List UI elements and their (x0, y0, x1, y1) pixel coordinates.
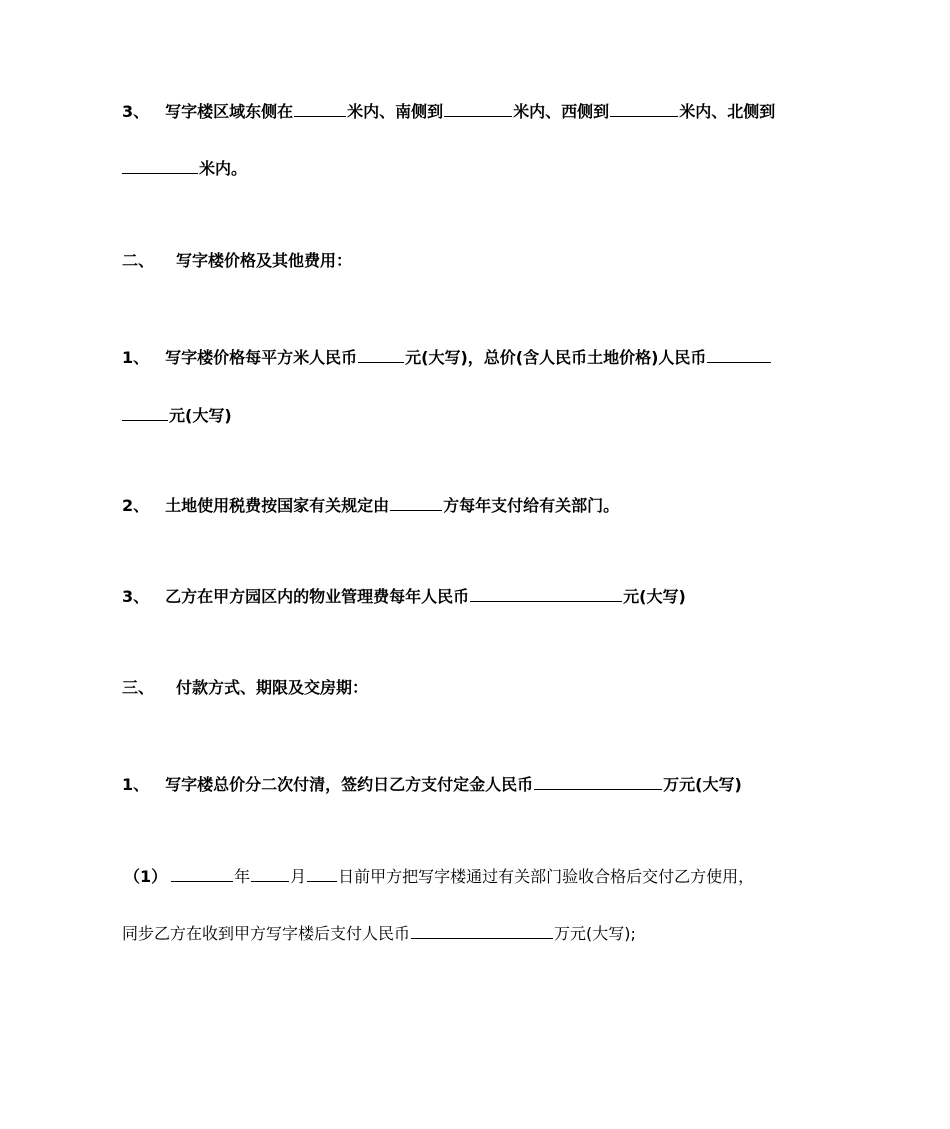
fill-blank-second-payment[interactable] (411, 921, 553, 939)
fill-blank-deposit[interactable] (534, 772, 662, 790)
clause-text: 同步乙方在收到甲方写字楼后支付人民币 (122, 924, 411, 943)
clause-3-distance-cont (122, 156, 247, 180)
fill-blank-north[interactable] (122, 156, 198, 174)
fill-blank-total-price-cont[interactable] (122, 403, 168, 421)
clause-text: 写字楼总价分二次付清，签约日乙方支付定金人民币 (165, 775, 534, 794)
clause-text: 元(大写) (169, 406, 232, 425)
subclause-1 (124, 864, 754, 888)
clause-text: 米内、北侧到 (679, 102, 776, 121)
fill-blank-management-fee[interactable] (470, 584, 622, 602)
clause-text: 米内、西侧到 (513, 102, 610, 121)
clause-price (122, 345, 772, 369)
clause-text: 元(大写) (623, 587, 686, 606)
clause-land-tax (122, 493, 619, 517)
section-heading-2 (122, 250, 352, 272)
clause-text: 写字楼区域东侧在 (165, 102, 294, 121)
clause-number: 1、 (122, 348, 150, 367)
clause-text: 元(大写)，总价(含人民币土地价格)人民币 (405, 348, 707, 367)
clause-management-fee (122, 584, 686, 608)
clause-price-cont (122, 403, 232, 427)
clause-text: 万元(大写); (554, 924, 636, 943)
fill-blank-south[interactable] (444, 99, 512, 117)
fill-blank-east[interactable] (294, 99, 346, 117)
section-heading-3 (122, 677, 368, 699)
fill-blank-total-price[interactable] (707, 345, 771, 363)
fill-blank-west[interactable] (610, 99, 678, 117)
clause-text: 方每年支付给有关部门。 (443, 496, 620, 515)
clause-text: 米内。 (199, 159, 248, 178)
clause-number: 3、 (122, 102, 150, 121)
clause-payment (122, 772, 742, 796)
subclause-number: （1） (124, 867, 168, 886)
clause-3-distance (122, 99, 775, 123)
clause-text: 月 (290, 867, 307, 886)
clause-text: 万元(大写) (663, 775, 742, 794)
clause-text: 米内、南侧到 (347, 102, 444, 121)
section-title: 写字楼价格及其他费用： (176, 251, 353, 270)
section-number: 三、 (122, 678, 155, 697)
fill-blank-day[interactable] (307, 864, 337, 882)
clause-text: 日前甲方把写字楼通过有关部门验收合格后交付乙方使用， (338, 867, 755, 886)
clause-text: 乙方在甲方园区内的物业管理费每年人民币 (165, 587, 470, 606)
section-title: 付款方式、期限及交房期： (176, 678, 369, 697)
clause-text: 年 (234, 867, 251, 886)
fill-blank-year[interactable] (171, 864, 233, 882)
fill-blank-unit-price[interactable] (358, 345, 404, 363)
subclause-1-cont (122, 921, 636, 945)
clause-text: 写字楼价格每平方米人民币 (165, 348, 358, 367)
clause-number: 2、 (122, 496, 150, 515)
fill-blank-month[interactable] (251, 864, 289, 882)
section-number: 二、 (122, 251, 155, 270)
clause-text: 土地使用税费按国家有关规定由 (165, 496, 390, 515)
clause-number: 3、 (122, 587, 150, 606)
fill-blank-party[interactable] (390, 493, 442, 511)
clause-number: 1、 (122, 775, 150, 794)
